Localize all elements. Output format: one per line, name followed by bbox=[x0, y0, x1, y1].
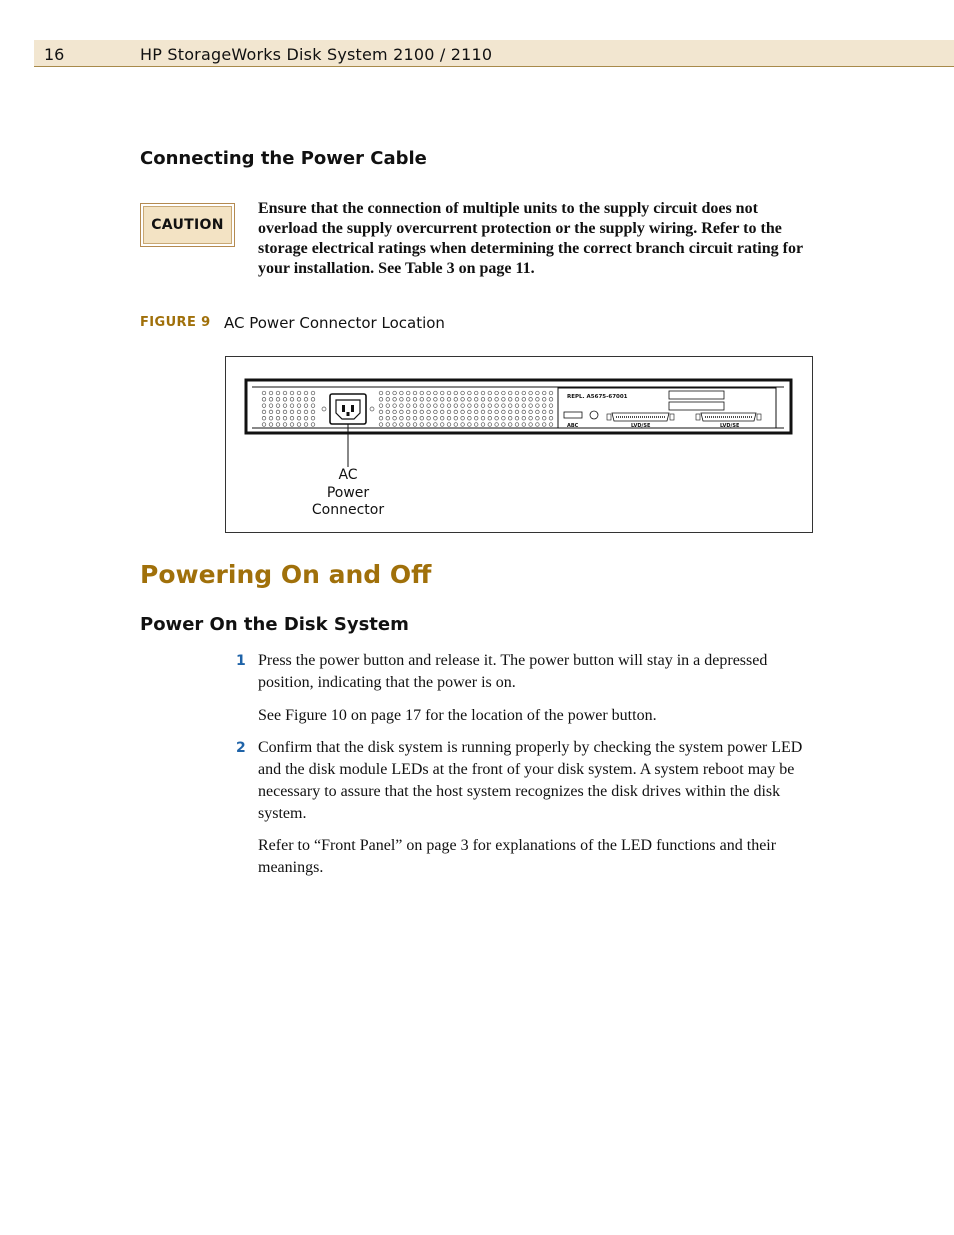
scsi-connector-2-icon bbox=[696, 413, 761, 421]
callout-line-3: Connector bbox=[311, 502, 385, 518]
page-number: 16 bbox=[44, 45, 65, 64]
callout-line-2: Power bbox=[326, 485, 370, 501]
caution-badge bbox=[140, 203, 235, 247]
heading-connecting-power-cable: Connecting the Power Cable bbox=[140, 148, 427, 169]
ac-power-socket-icon bbox=[322, 394, 374, 424]
caution-label: CAUTION bbox=[143, 206, 232, 244]
panel-label-lvd-1: LVD/SE bbox=[631, 423, 651, 429]
id-switch bbox=[564, 412, 582, 418]
caution-text: Ensure that the connection of multiple units to the supply circuit does not overload the supply overcurrent protection or the supply wiring. Refer to the storage electrical ratings when determining the correct branch circuit rating for your installation. See Table 3 on page 11. bbox=[258, 200, 803, 277]
part-number-text: REPL. A5675-67001 bbox=[567, 394, 628, 400]
step-2-number: 2 bbox=[236, 740, 246, 756]
callout-line-1: AC bbox=[338, 467, 358, 483]
scsi-connector-1-icon bbox=[607, 413, 674, 421]
heading-power-on-disk-system: Power On the Disk System bbox=[140, 614, 409, 635]
power-led-icon bbox=[590, 411, 598, 419]
running-header bbox=[34, 40, 954, 67]
panel-label-abc: ABC bbox=[567, 423, 579, 429]
step-2-text: Confirm that the disk system is running properly by checking the system power LED and the disk module LEDs at the front of your disk system. A system reboot may be necessary to assure that the host system recognizes the disk drives within the disk system. bbox=[258, 739, 803, 822]
heading-powering-on-off: Powering On and Off bbox=[140, 560, 432, 589]
panel-label-lvd-2: LVD/SE bbox=[720, 423, 740, 429]
step-1-number: 1 bbox=[236, 653, 246, 669]
figure-title: AC Power Connector Location bbox=[224, 314, 445, 332]
figure-label: FIGURE 9 bbox=[140, 315, 211, 330]
step-1-text: Press the power button and release it. The power button will stay in a depressed position, indicating that the power is on. bbox=[258, 652, 768, 691]
step-2-note: Refer to “Front Panel” on page 3 for explanations of the LED functions and their meanings. bbox=[258, 837, 777, 876]
step-1-note: See Figure 10 on page 17 for the location of the power button. bbox=[258, 707, 657, 724]
figure-ac-power-connector bbox=[225, 356, 813, 533]
document-title: HP StorageWorks Disk System 2100 / 2110 bbox=[140, 45, 493, 64]
rear-panel-illustration bbox=[226, 357, 812, 532]
